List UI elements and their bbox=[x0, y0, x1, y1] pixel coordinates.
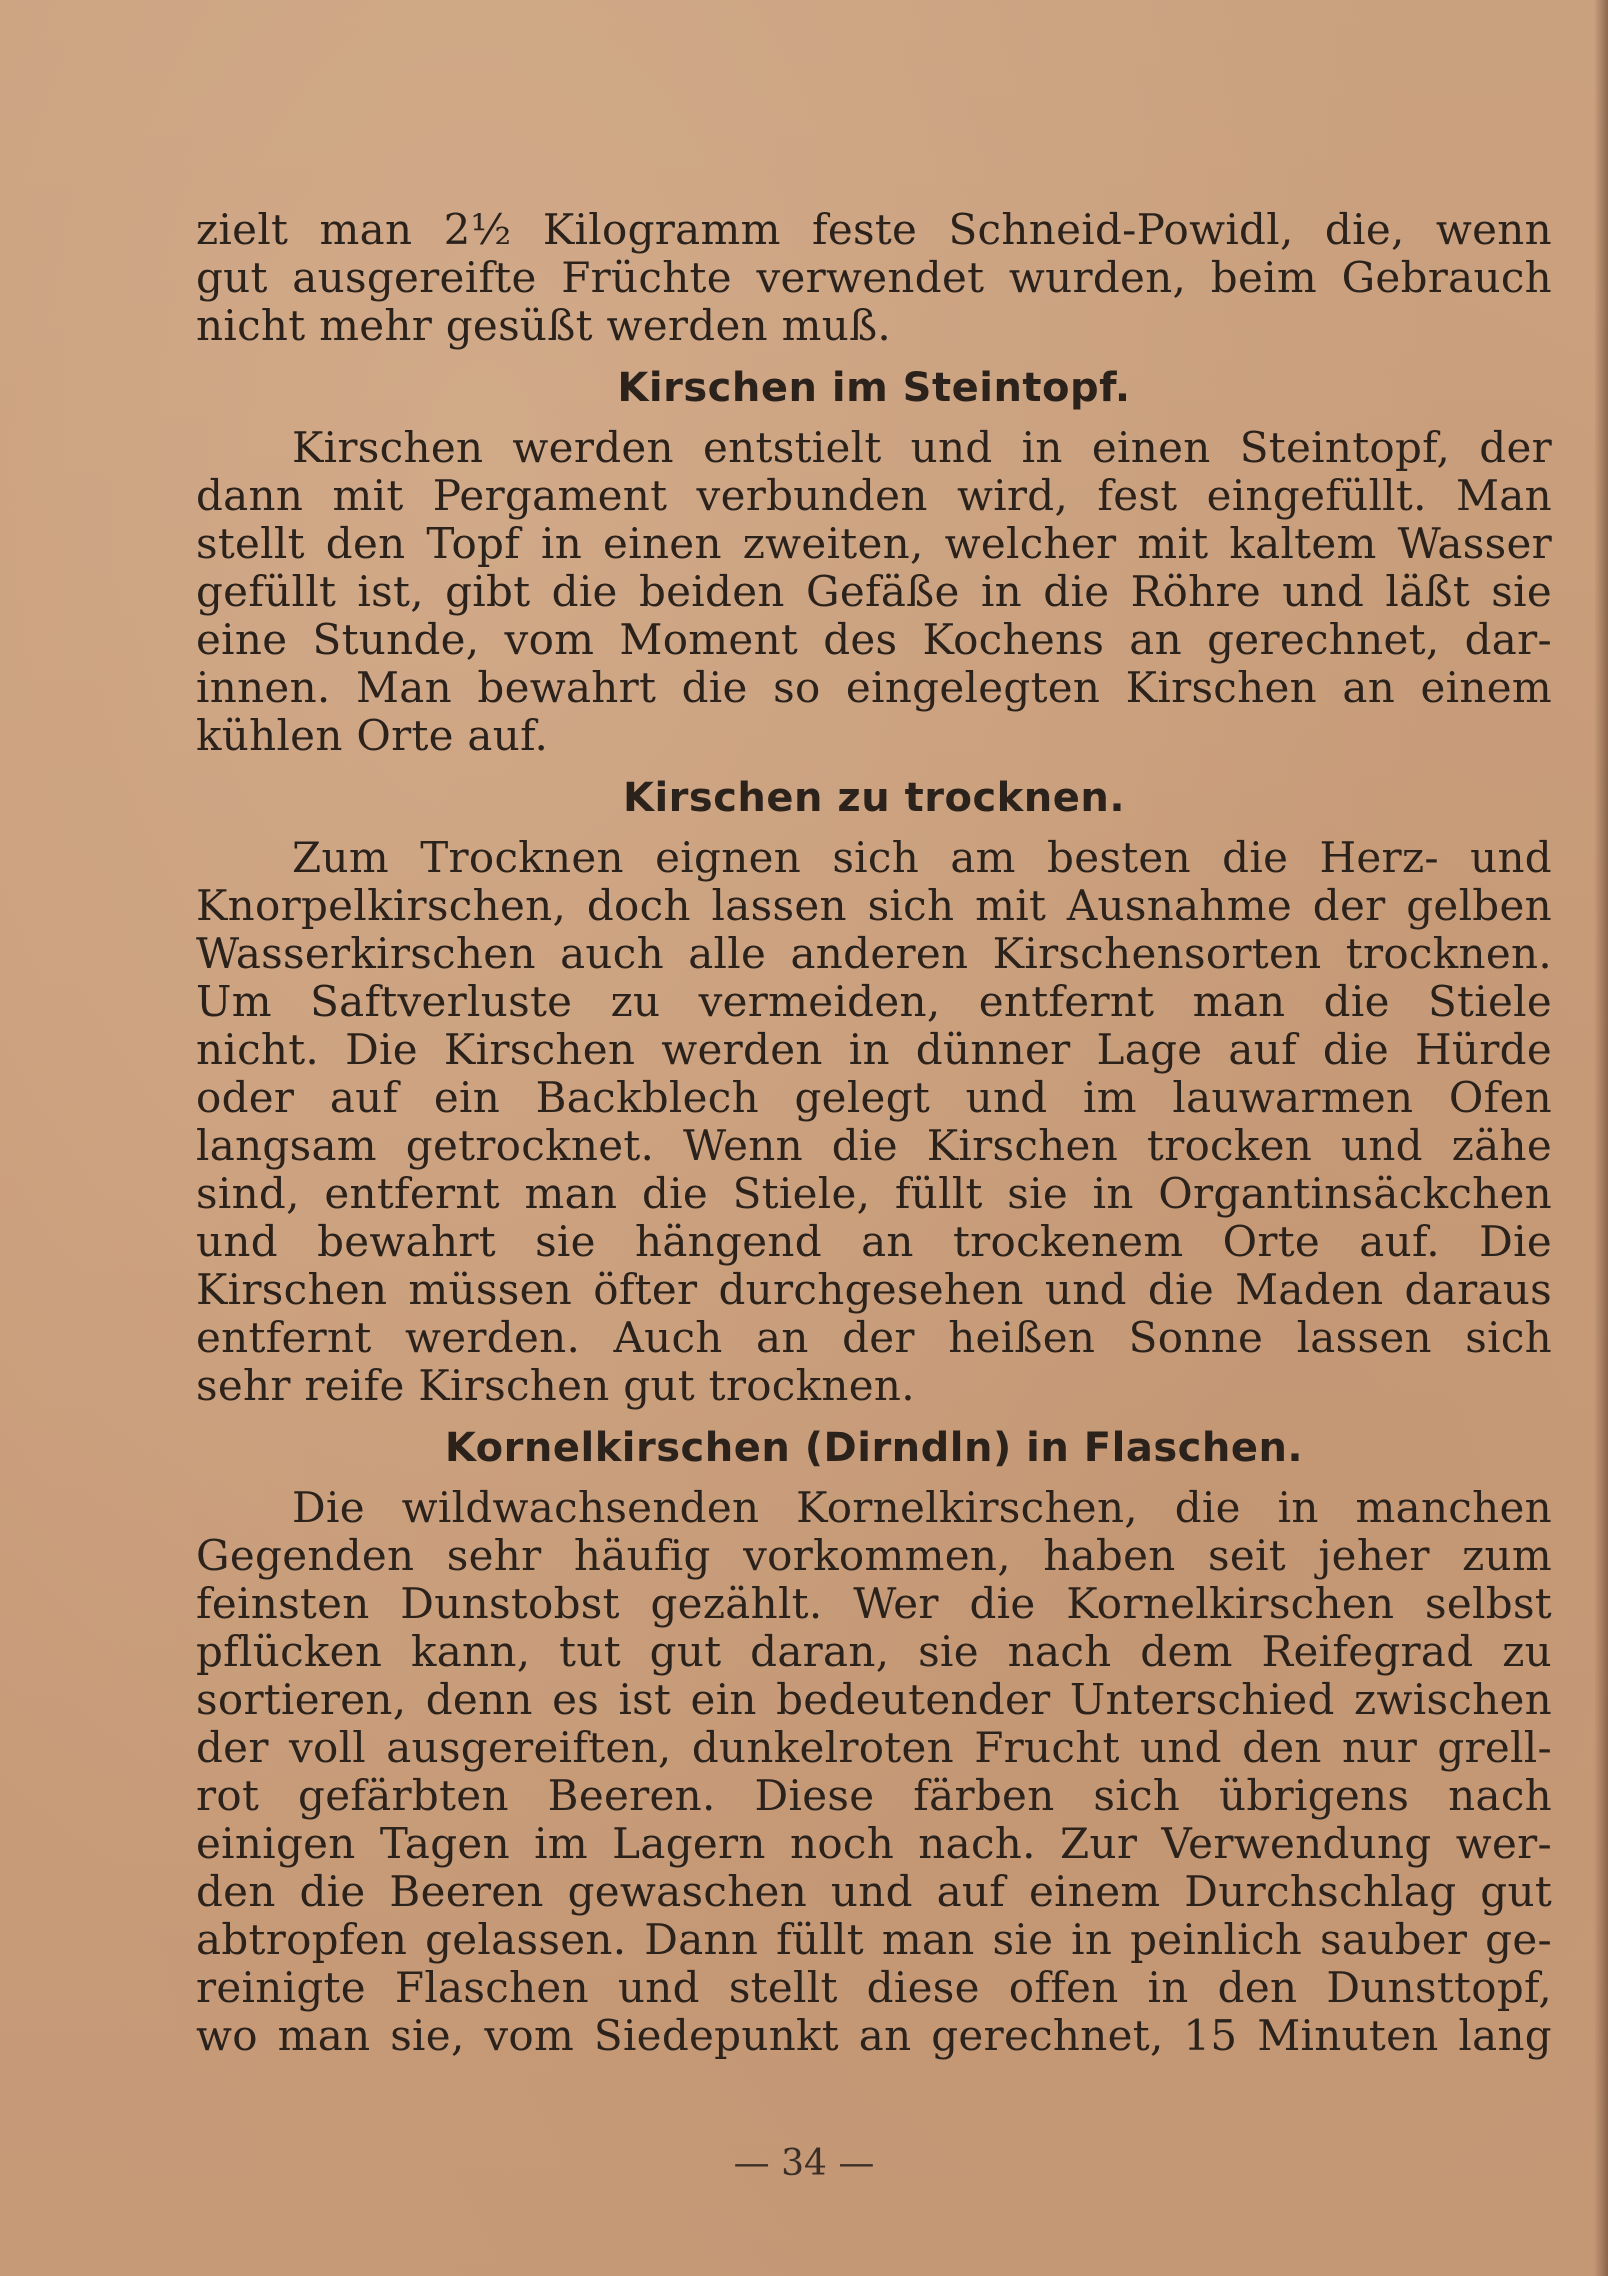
text-line: Um Saftverluste zu vermeiden, entfernt man die Stiele bbox=[196, 977, 1552, 1026]
section-heading: Kirschen zu trocknen. bbox=[622, 775, 1126, 821]
text-line: innen. Man bewahrt die so eingelegten Kirschen an einem bbox=[196, 663, 1552, 712]
text-line: Gegenden sehr häufig vorkommen, haben seit jeher zum bbox=[196, 1531, 1552, 1580]
text-line: eine Stunde, vom Moment des Kochens an gerechnet, dar- bbox=[196, 615, 1552, 664]
section-kirschen-steintopf bbox=[196, 364, 1552, 760]
page-number: — 34 — bbox=[733, 2143, 875, 2184]
text-line: reinigte Flaschen und stellt diese offen in den Dunsttopf, bbox=[196, 1963, 1552, 2012]
intro-paragraph bbox=[196, 206, 1552, 350]
text-line: Wasserkirschen auch alle anderen Kirschensorten trocknen. bbox=[196, 929, 1552, 978]
text-line: kühlen Orte auf. bbox=[196, 711, 549, 760]
text-line: nicht mehr gesüßt werden muß. bbox=[196, 301, 892, 350]
section-heading: Kirschen im Steintopf. bbox=[617, 365, 1131, 411]
text-line: sortieren, denn es ist ein bedeutender Unterschied zwischen bbox=[196, 1675, 1552, 1724]
text-line: sind, entfernt man die Stiele, füllt sie in Organtinsäckchen bbox=[196, 1169, 1552, 1218]
text-line: langsam getrocknet. Wenn die Kirschen trocken und zähe bbox=[196, 1121, 1552, 1170]
text-line: gut ausgereifte Früchte verwendet wurden, beim Gebrauch bbox=[196, 253, 1552, 302]
text-line: einigen Tagen im Lagern noch nach. Zur Verwendung wer- bbox=[196, 1819, 1552, 1868]
section-kirschen-trocknen bbox=[196, 774, 1552, 1410]
text-line: entfernt werden. Auch an der heißen Sonne lassen sich bbox=[196, 1313, 1552, 1362]
text-line: der voll ausgereiften, dunkelroten Frucht und den nur grell- bbox=[196, 1723, 1552, 1772]
page-edge-shadow bbox=[1594, 0, 1608, 2276]
section-kornelkirschen-flaschen bbox=[196, 1424, 1552, 2060]
text-line: dann mit Pergament verbunden wird, fest eingefüllt. Man bbox=[196, 471, 1552, 520]
section-heading: Kornelkirschen (Dirndln) in Flaschen. bbox=[444, 1425, 1304, 1471]
text-line: Kirschen müssen öfter durchgesehen und die Maden daraus bbox=[196, 1265, 1552, 1314]
text-line: Knorpelkirschen, doch lassen sich mit Ausnahme der gelben bbox=[196, 881, 1552, 930]
text-line: gefüllt ist, gibt die beiden Gefäße in die Röhre und läßt sie bbox=[196, 567, 1552, 616]
text-line: wo man sie, vom Siedepunkt an gerechnet, 15 Minuten lang bbox=[196, 2011, 1552, 2060]
text-line: und bewahrt sie hängend an trockenem Orte auf. Die bbox=[196, 1217, 1552, 1266]
text-line: Zum Trocknen eignen sich am besten die Herz- und bbox=[292, 833, 1552, 882]
text-line: nicht. Die Kirschen werden in dünner Lage auf die Hürde bbox=[196, 1025, 1552, 1074]
page-text bbox=[196, 206, 1552, 2060]
text-line: Die wildwachsenden Kornelkirschen, die in manchen bbox=[292, 1483, 1552, 1532]
text-line: pflücken kann, tut gut daran, sie nach dem Reifegrad zu bbox=[196, 1627, 1552, 1676]
text-line: feinsten Dunstobst gezählt. Wer die Kornelkirschen selbst bbox=[196, 1579, 1552, 1628]
text-line: sehr reife Kirschen gut trocknen. bbox=[196, 1361, 915, 1410]
text-line: stellt den Topf in einen zweiten, welcher mit kaltem Wasser bbox=[196, 519, 1552, 568]
text-line: oder auf ein Backblech gelegt und im lauwarmen Ofen bbox=[196, 1073, 1552, 1122]
text-line: den die Beeren gewaschen und auf einem Durchschlag gut bbox=[196, 1867, 1552, 1916]
text-line: Kirschen werden entstielt und in einen Steintopf, der bbox=[292, 423, 1552, 472]
text-line: zielt man 2½ Kilogramm feste Schneid-Powidl, die, wenn bbox=[196, 205, 1552, 254]
text-line: rot gefärbten Beeren. Diese färben sich übrigens nach bbox=[196, 1771, 1552, 1820]
text-line: abtropfen gelassen. Dann füllt man sie in peinlich sauber ge- bbox=[196, 1915, 1552, 1964]
